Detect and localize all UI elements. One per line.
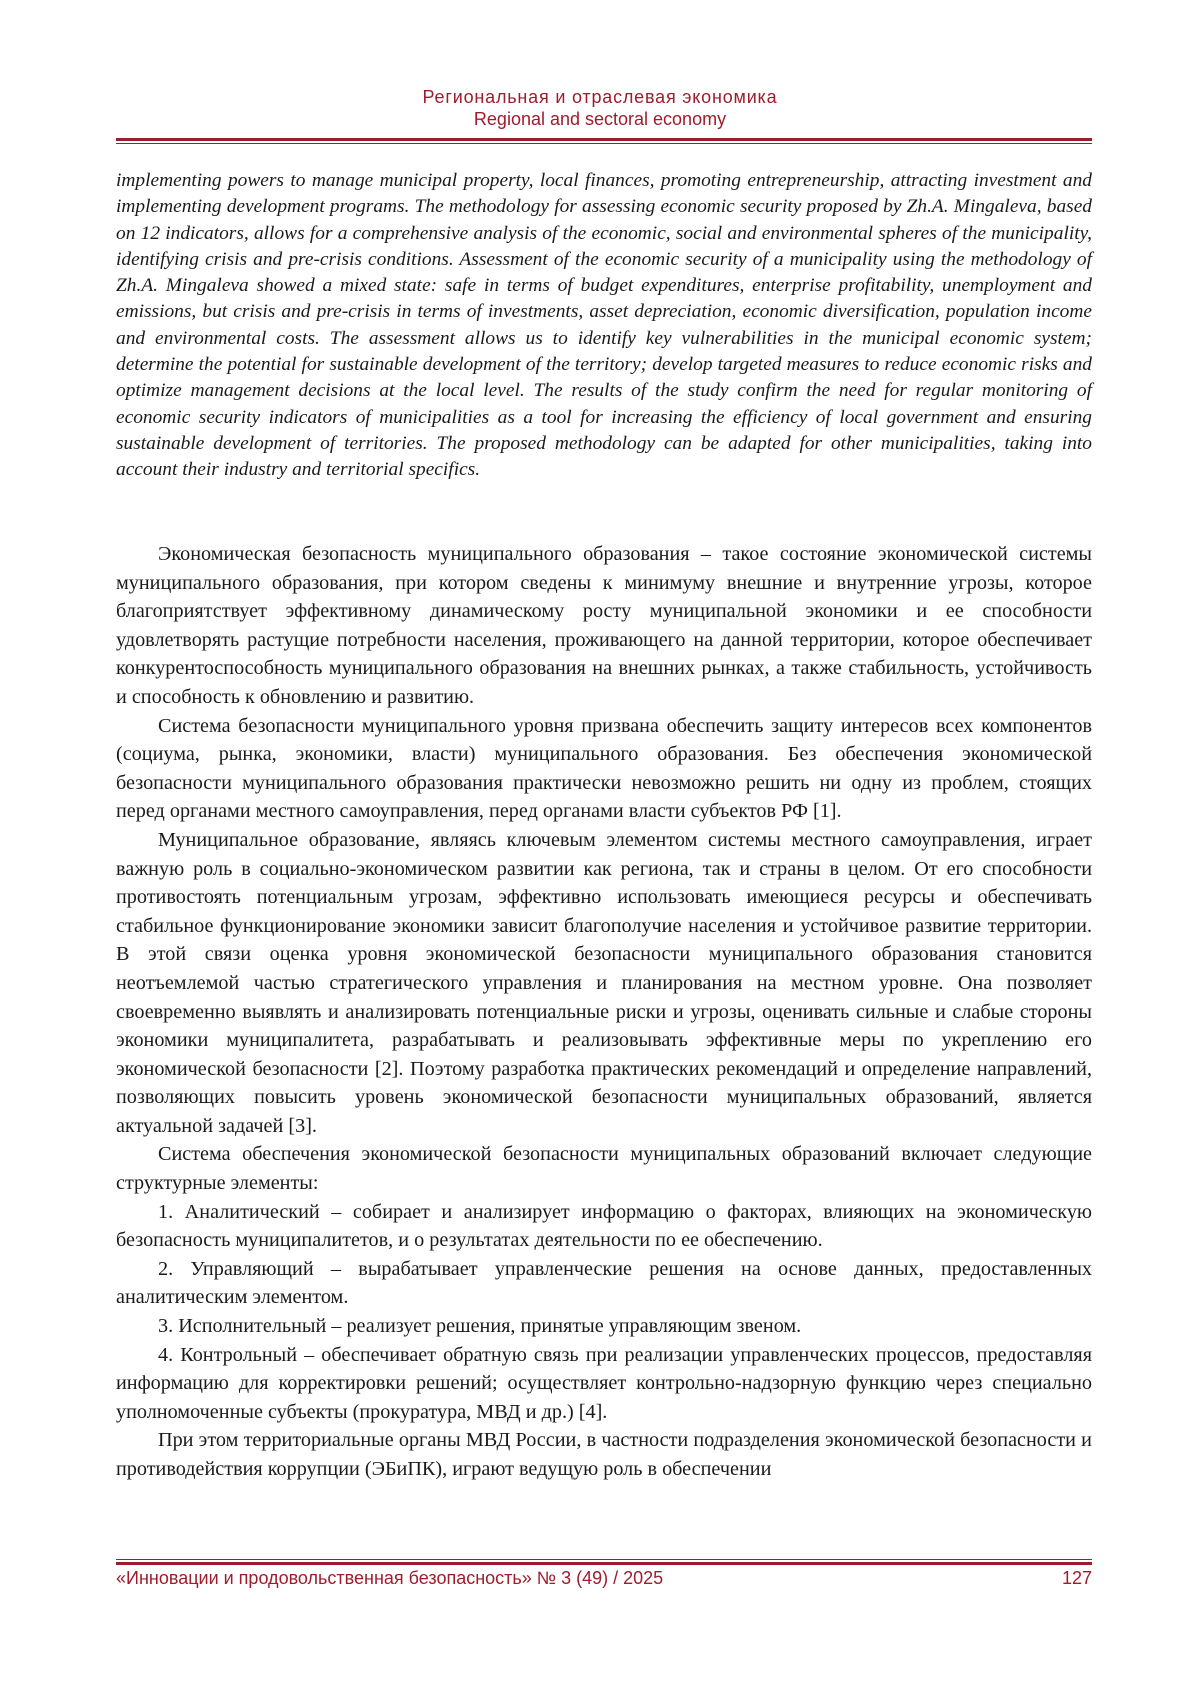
- header-rule-thin: [116, 143, 1092, 144]
- header-title-ru: Региональная и отраслевая экономика: [422, 87, 778, 107]
- list-item-1: 1. Аналитический – собирает и анализирует информацию о факторах, влияющих на экономическую безопасность муниципалитетов, и о результатах деятельности по ее обеспечению.: [116, 1200, 1092, 1252]
- abstract-text: implementing powers to manage municipal property, local finances, promoting entrepreneurship, attracting investment and implementing development programs. The methodology for assessing economic security proposed by Zh.A. Mingaleva, based on 12 indicators, allows for a comprehensive analysis of the economic, social and environmental spheres of the municipality, identifying crisis and pre-crisis conditions. Assessment of the economic security of a municipality using the methodology of Zh.A. Mingaleva showed a mixed state: safe in terms of budget expenditures, enterprise profitability, unemployment and emissions, but crisis and pre-crisis in terms of investments, asset depreciation, economic diversification, population income and environmental costs. The assessment allows us to identify key vulnerabilities in the municipal economic system; determine the potential for sustainable development of the territory; develop targeted measures to reduce economic risks and optimize management decisions at the local level. The results of the study confirm the need for regular monitoring of economic security indicators of municipalities as a tool for increasing the efficiency of local government and ensuring sustainable development of territories. The proposed methodology can be adapted for other municipalities, taking into account their industry and territorial specifics.: [116, 170, 1092, 481]
- paragraph-2: Система безопасности муниципального уровня призвана обеспечить защиту интересов всех компонентов (социума, рынка, экономики, власти) муниципального образования. Без обеспечения экономической безопасности муниципального образования практически невозможно решить ни одну из проблем, стоящих перед органами местного самоуправления, перед органами власти субъектов РФ [1].: [116, 714, 1092, 823]
- list-item-3: 3. Исполнительный – реализует решения, принятые управляющим звеном.: [158, 1315, 802, 1338]
- page-number: 127: [1061, 1568, 1092, 1588]
- footer-rule-thin: [116, 1559, 1092, 1560]
- paragraph-3: Муниципальное образование, являясь ключевым элементом системы местного самоуправления, играет важную роль в социально-экономическом развитии как региона, так и страны в целом. От его способности противостоять потенциальным угрозам, эффективно использовать имеющиеся ресурсы и обеспечивать стабильное функционирование экономики зависит благополучие населения и устойчивое развитие территории. В этой связи оценка уровня экономической безопасности муниципального образования становится неотъемлемой частью стратегического управления и планирования на местном уровне. Она позволяет своевременно выявлять и анализировать потенциальные риски и угрозы, оценивать сильные и слабые стороны экономики муниципалитета, разрабатывать и реализовывать эффективные меры по укреплению его экономической безопасности [2]. Поэтому разработка практических рекомендаций и определение направлений, позволяющих повысить уровень экономической безопасности муниципальных образований, является актуальной задачей [3].: [116, 828, 1092, 1137]
- paragraph-4: Система обеспечения экономической безопасности муниципальных образований включает следующие структурные элементы:: [116, 1143, 1092, 1195]
- running-header: [0, 86, 1200, 130]
- header-title-en: Regional and sectoral economy: [473, 109, 727, 129]
- paragraph-1: Экономическая безопасность муниципального образования – такое состояние экономической системы муниципального образования, при котором сведены к минимуму внешние и внутренние угрозы, которое благоприятствует эффективному динамическому росту муниципальной экономики и ее способности удовлетворять растущие потребности населения, проживающего на данной территории, которое обеспечивает конкурентоспособность муниципального образования на внешних рынках, а также стабильность, устойчивость и способность к обновлению и развитию.: [116, 543, 1092, 708]
- paragraph-5: При этом территориальные органы МВД России, в частности подразделения экономической безопасности и противодействия коррупции (ЭБиПК), играют ведущую роль в обеспечении: [116, 1429, 1092, 1480]
- footer-rule-thick: [116, 1562, 1092, 1565]
- list-item-2: 2. Управляющий – вырабатывает управленческие решения на основе данных, предоставленных аналитическим элементом.: [116, 1257, 1092, 1309]
- article-body: [116, 540, 1092, 1484]
- list-item-4: 4. Контрольный – обеспечивает обратную связь при реализации управленческих процессов, предоставляя информацию для корректировки решений; осуществляет контрольно-надзорную функцию через специально уполномоченные субъекты (прокуратура, МВД и др.) [4].: [116, 1343, 1092, 1423]
- footer-journal-title: «Инновации и продовольственная безопасность» № 3 (49) / 2025: [116, 1568, 664, 1588]
- header-rule-thick: [116, 138, 1092, 141]
